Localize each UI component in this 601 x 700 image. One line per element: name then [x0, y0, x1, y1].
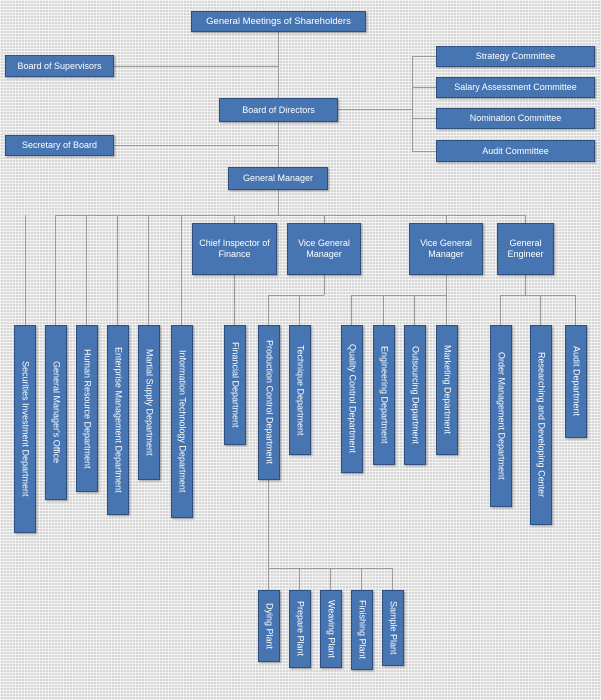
connector [412, 56, 436, 57]
connector [299, 568, 300, 590]
connector [268, 480, 269, 568]
connector [351, 295, 352, 325]
connector [114, 66, 278, 67]
node-information-technology-department[interactable] [171, 325, 193, 518]
node-board-of-supervisors[interactable] [5, 55, 114, 77]
connector [412, 87, 436, 88]
connector [324, 215, 325, 223]
connector [117, 215, 118, 325]
connector [234, 215, 235, 223]
node-sample-plant[interactable] [382, 590, 404, 666]
node-label: Audit Department [571, 346, 582, 417]
node-securities-investment-department[interactable] [14, 325, 36, 533]
node-prepare-plant[interactable] [289, 590, 311, 668]
connector [114, 145, 278, 146]
node-production-control-department[interactable] [258, 325, 280, 480]
node-weaving-plant[interactable] [320, 590, 342, 668]
connector [412, 56, 413, 151]
node-audit-committee[interactable] [436, 140, 595, 162]
node-label: Strategy Committee [475, 51, 556, 61]
node-label: Sample Plant [388, 601, 399, 655]
node-label: Vice General Manager [420, 238, 472, 259]
node-label: Securities Investment Department [20, 361, 31, 497]
node-general-managers-office[interactable] [45, 325, 67, 500]
node-label: Martial Supply Department [144, 349, 155, 456]
node-vice-general-manager-2[interactable] [409, 223, 483, 275]
node-general-engineer[interactable] [497, 223, 554, 275]
connector [25, 215, 26, 325]
node-dying-plant[interactable] [258, 590, 280, 662]
node-label: Vice General Manager [298, 238, 350, 259]
node-label: Audit Committee [482, 145, 549, 156]
connector [181, 215, 182, 325]
node-label: Prepare Plant [295, 601, 306, 657]
node-label: Chief Inspector of Finance [199, 238, 270, 259]
connector [351, 295, 446, 296]
node-label: Outsourcing Department [410, 345, 421, 445]
connector [525, 275, 526, 295]
node-label: Production Control Department [264, 340, 275, 465]
connector [299, 295, 300, 325]
node-martial-supply-department[interactable] [138, 325, 160, 480]
connector [330, 568, 331, 590]
node-label: General Manager [242, 173, 314, 183]
connector [86, 215, 87, 325]
connector [500, 295, 501, 325]
node-label: Marketing Department [442, 345, 453, 435]
node-board-of-directors[interactable] [219, 98, 338, 122]
node-label: Order Management Department [496, 352, 507, 480]
node-marketing-department[interactable] [436, 325, 458, 455]
connector [412, 118, 436, 119]
connector [446, 215, 447, 223]
connector [540, 295, 541, 325]
node-secretary-of-board[interactable] [5, 135, 114, 156]
node-nomination-committee[interactable] [436, 108, 595, 129]
connector [412, 151, 436, 152]
node-label: Financial Department [230, 342, 241, 428]
node-label: Salary Assessment Committee [454, 82, 577, 92]
connector [392, 568, 393, 590]
connector [234, 275, 235, 325]
node-human-resource-department[interactable] [76, 325, 98, 492]
node-general-manager[interactable] [228, 167, 328, 190]
node-label: General Engineer [507, 238, 544, 259]
node-label: Information Technology Department [177, 350, 188, 493]
node-label: Dying Plant [264, 602, 275, 650]
node-label: Human Resource Department [82, 348, 93, 469]
node-enterprise-management-department[interactable] [107, 325, 129, 515]
node-label: Engineering Department [379, 346, 390, 444]
connector [383, 295, 384, 325]
node-financial-department[interactable] [224, 325, 246, 445]
node-technique-department[interactable] [289, 325, 311, 455]
node-salary-assessment-committee[interactable] [436, 77, 595, 98]
connector [446, 275, 447, 295]
connector [268, 295, 269, 325]
node-researching-and-developing-center[interactable] [530, 325, 552, 525]
node-label: General Manager's Office [51, 361, 62, 464]
node-order-management-department[interactable] [490, 325, 512, 507]
node-chief-inspector-of-finance[interactable] [192, 223, 277, 275]
node-shareholders[interactable] [191, 11, 366, 32]
connector [278, 122, 279, 167]
node-audit-department[interactable] [565, 325, 587, 438]
connector [55, 215, 56, 325]
connector [278, 190, 279, 215]
node-finishing-plant[interactable] [351, 590, 373, 670]
node-quality-control-department[interactable] [341, 325, 363, 473]
connector [324, 275, 325, 295]
node-vice-general-manager-1[interactable] [287, 223, 361, 275]
node-label: Board of Directors [242, 104, 315, 115]
node-strategy-committee[interactable] [436, 46, 595, 67]
connector [268, 568, 269, 590]
node-engineering-department[interactable] [373, 325, 395, 465]
connector [446, 295, 447, 325]
node-label: Quality Control Department [347, 344, 358, 454]
node-label: Weaving Plant [326, 600, 337, 658]
node-label: Secretary of Board [21, 140, 98, 150]
connector [148, 215, 149, 325]
node-label: Enterprise Management Department [113, 347, 124, 493]
connector [268, 295, 324, 296]
node-label: Nomination Committee [469, 113, 562, 123]
connector [414, 295, 415, 325]
connector [361, 568, 362, 590]
connector [500, 295, 575, 296]
connector [55, 215, 525, 216]
node-label: Technique Department [295, 344, 306, 436]
node-label: Board of Supervisors [17, 60, 102, 71]
connector [338, 109, 412, 110]
node-label: Researching and Developing Center [536, 352, 547, 498]
node-label: General Meetings of Shareholders [206, 16, 351, 27]
node-outsourcing-department[interactable] [404, 325, 426, 465]
node-label: Finishing Plant [357, 600, 368, 660]
connector [525, 215, 526, 223]
connector [575, 295, 576, 325]
connector [278, 32, 279, 98]
